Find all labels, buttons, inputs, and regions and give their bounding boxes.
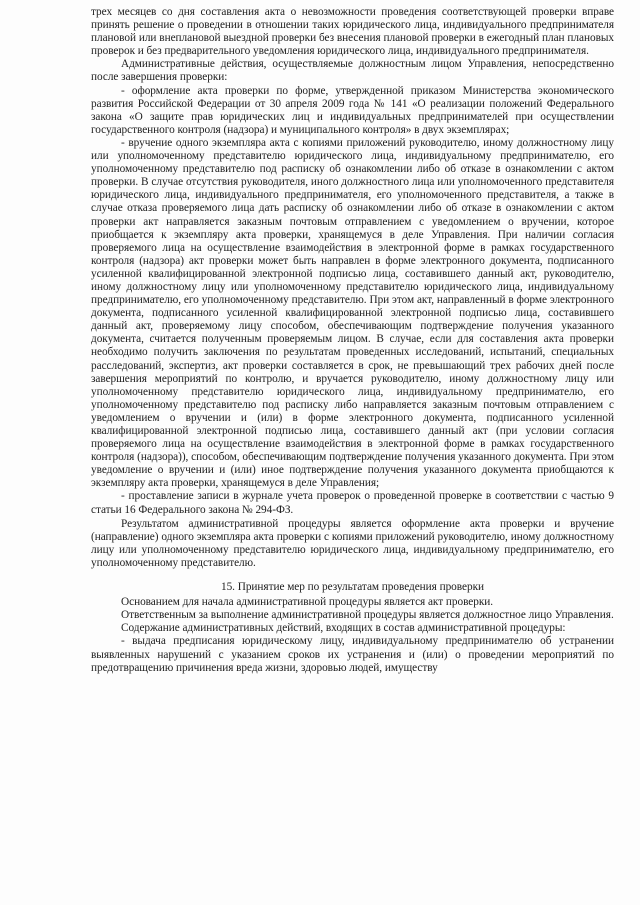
paragraph-continuation: трех месяцев со дня составления акта о невозможности проведения соответствующей проверки вправе принять решение о проведении в отношении таких юридического лица, индивидуального предпринимателя плановой или внеплановой выездной проверки без внесения плановой проверки в ежегодный план плановых проверок и без предварительного уведомления юридического лица, индивидуального предпринимателя. <box>91 6 614 58</box>
list-item-prescription: - выдача предписания юридическому лицу, индивидуальному предпринимателю об устранении выявленных нарушений с указанием сроков их устранения и (или) о проведении мероприятий по предотвращению причинения вреда жизни, здоровью людей, имуществу <box>91 635 614 674</box>
document-body <box>91 6 614 675</box>
list-item-journal-record: - проставление записи в журнале учета проверок о проведенной проверке в соответствии с частью 9 статьи 16 Федерального закона № 294-ФЗ. <box>91 490 614 516</box>
paragraph-basis: Основанием для начала административной процедуры является акт проверки. <box>121 596 494 609</box>
section-heading: 15. Принятие мер по результатам проведения проверки <box>220 581 484 594</box>
paragraph-admin-actions: Административные действия, осуществляемые должностным лицом Управления, непосредственно после завершения проверки: <box>91 58 614 84</box>
list-item-act-delivery: - вручение одного экземпляра акта с копиями приложений руководителю, иному должностному лицу или уполномоченному представителю юридического лица, индивидуальному предпринимателю, его уполномоченному представителю под расписку об ознакомлении либо об отказе в ознакомлении с актом проверки. В случае отсутствия руководителя, иного должностного лица или уполномоченного представителя юридического лица, индивидуального предпринимателя, его уполномоченного представителя, а также в случае отказа проверяемого лица дать расписку об ознакомлении либо об отказе в ознакомлении с актом проверки акт направляется заказным почтовым отправлением с уведомлением о вручении, которое приобщается к экземпляру акта проверки, хранящемуся в деле Управления. При наличии согласия проверяемого лица на осуществление взаимодействия в электронной форме в рамках государственного контроля (надзора) акт проверки может быть направлен в форме электронного документа, подписанного усиленной квалифицированной электронной подписью лица, составившего данный акт, руководителю, иному должностному лицу или уполномоченному представителю юридического лица, индивидуальному предпринимателю, его уполномоченному представителю. При этом акт, направленный в форме электронного документа, подписанного усиленной квалифицированной электронной подписью лица, составившего данный акт, проверяемому лицу способом, обеспечивающим подтверждение получения указанного документа, считается полученным проверяемым лицом. В случае, если для составления акта проверки необходимо получить заключения по результатам проведенных исследований, испытаний, специальных расследований, экспертиз, акт проверки составляется в срок, не превышающий трех рабочих дней после завершения мероприятий по контролю, и вручается руководителю, иному должностному лицу или уполномоченному представителю юридического лица, индивидуальному предпринимателю, его уполномоченному представителю под расписку либо направляется заказным почтовым отправлением с уведомлением о вручении и (или) в форме электронного документа, подписанного усиленной квалифицированной электронной подписью лица, составившего данный акт (при условии согласия проверяемого лица на осуществление взаимодействия в электронной форме в рамках государственного контроля (надзора)), способом, обеспечивающим подтверждение получения указанного документа. При этом уведомление о вручении и (или) иное подтверждение получения указанного документа приобщаются к экземпляру акта проверки, хранящемуся в деле Управления; <box>91 136 614 490</box>
list-item-act-form: - оформление акта проверки по форме, утвержденной приказом Министерства экономического развития Российской Федерации от 30 апреля 2009 года № 141 «О реализации положений Федерального закона «О защите прав юридических лиц и индивидуальных предпринимателей при осуществлении государственного контроля (надзора) и муниципального контроля» в двух экземплярах; <box>91 84 614 136</box>
paragraph-content: Содержание административных действий, входящих в состав административной процедуры: <box>121 622 566 635</box>
paragraph-responsible: Ответственным за выполнение административной процедуры является должностное лицо Управления. <box>121 609 614 622</box>
paragraph-result: Результатом административной процедуры является оформление акта проверки и вручение (направление) одного экземпляра акта проверки с копиями приложений руководителю, иному должностному лицу или уполномоченному представителю юридического лица, индивидуальному предпринимателю, его уполномоченному представителю. <box>91 517 614 569</box>
